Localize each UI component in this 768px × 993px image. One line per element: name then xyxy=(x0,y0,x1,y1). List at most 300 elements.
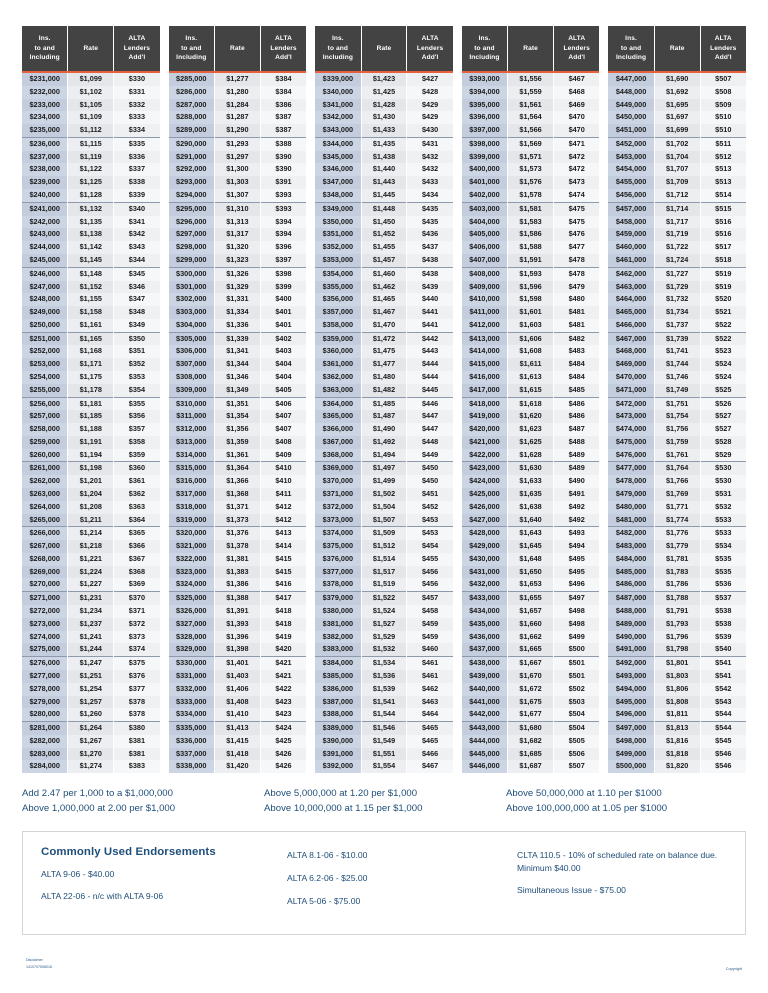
cell-alta-lenders-addl: $506 xyxy=(554,748,600,761)
cell-rate: $1,573 xyxy=(508,163,554,176)
cell-rate: $1,536 xyxy=(361,670,407,683)
table-row xyxy=(462,592,600,605)
cell-rate: $1,759 xyxy=(654,436,700,449)
cell-rate: $1,811 xyxy=(654,708,700,721)
cell-rate: $1,677 xyxy=(508,708,554,721)
cell-rate: $1,603 xyxy=(508,319,554,332)
table-row xyxy=(22,527,160,540)
cell-rate: $1,756 xyxy=(654,423,700,436)
table-row xyxy=(462,189,600,202)
cell-rate: $1,566 xyxy=(508,124,554,137)
cell-alta-lenders-addl: $348 xyxy=(114,306,160,319)
table-row xyxy=(22,592,160,605)
cell-ins-amount: $332,000 xyxy=(169,683,215,696)
table-row xyxy=(608,540,746,553)
cell-ins-amount: $299,000 xyxy=(169,254,215,267)
cell-ins-amount: $356,000 xyxy=(315,293,361,306)
cell-rate: $1,588 xyxy=(508,241,554,254)
cell-rate: $1,361 xyxy=(214,449,260,462)
cell-alta-lenders-addl: $436 xyxy=(407,228,453,241)
cell-alta-lenders-addl: $396 xyxy=(260,241,306,254)
table-row xyxy=(315,319,453,332)
cell-alta-lenders-addl: $456 xyxy=(407,578,453,591)
cell-alta-lenders-addl: $331 xyxy=(114,86,160,99)
cell-alta-lenders-addl: $467 xyxy=(407,760,453,773)
cell-ins-amount: $313,000 xyxy=(169,436,215,449)
cell-ins-amount: $464,000 xyxy=(608,293,654,306)
cell-alta-lenders-addl: $353 xyxy=(114,371,160,384)
cell-alta-lenders-addl: $538 xyxy=(700,605,746,618)
cell-ins-amount: $437,000 xyxy=(462,643,508,656)
cell-ins-amount: $364,000 xyxy=(315,397,361,410)
cell-alta-lenders-addl: $444 xyxy=(407,371,453,384)
cell-rate: $1,128 xyxy=(68,189,114,202)
cell-alta-lenders-addl: $544 xyxy=(700,722,746,735)
rate-note-line: Above 1,000,000 at 2.00 per $1,000 xyxy=(22,803,176,815)
cell-alta-lenders-addl: $415 xyxy=(260,566,306,579)
table-row xyxy=(22,748,160,761)
cell-ins-amount: $433,000 xyxy=(462,592,508,605)
cell-ins-amount: $419,000 xyxy=(462,410,508,423)
cell-rate: $1,727 xyxy=(654,267,700,280)
cell-rate: $1,576 xyxy=(508,176,554,189)
table-row xyxy=(462,86,600,99)
cell-ins-amount: $453,000 xyxy=(608,151,654,164)
cell-alta-lenders-addl: $542 xyxy=(700,683,746,696)
cell-rate: $1,564 xyxy=(508,111,554,124)
cell-alta-lenders-addl: $412 xyxy=(260,514,306,527)
table-row xyxy=(315,384,453,397)
cell-ins-amount: $282,000 xyxy=(22,735,68,748)
cell-ins-amount: $301,000 xyxy=(169,281,215,294)
cell-alta-lenders-addl: $465 xyxy=(407,722,453,735)
cell-alta-lenders-addl: $373 xyxy=(114,631,160,644)
cell-ins-amount: $243,000 xyxy=(22,228,68,241)
cell-rate: $1,398 xyxy=(214,643,260,656)
table-row xyxy=(169,137,307,150)
cell-alta-lenders-addl: $390 xyxy=(260,163,306,176)
cell-alta-lenders-addl: $458 xyxy=(407,605,453,618)
table-row xyxy=(169,267,307,280)
cell-rate: $1,371 xyxy=(214,501,260,514)
table-row xyxy=(169,254,307,267)
cell-ins-amount: $454,000 xyxy=(608,163,654,176)
cell-rate: $1,781 xyxy=(654,553,700,566)
cell-ins-amount: $361,000 xyxy=(315,358,361,371)
cell-rate: $1,702 xyxy=(654,137,700,150)
table-row xyxy=(608,281,746,294)
cell-rate: $1,448 xyxy=(361,202,407,215)
table-row xyxy=(608,189,746,202)
cell-rate: $1,284 xyxy=(214,99,260,112)
cell-ins-amount: $427,000 xyxy=(462,514,508,527)
table-row xyxy=(608,216,746,229)
cell-ins-amount: $339,000 xyxy=(315,72,361,86)
table-row xyxy=(169,708,307,721)
cell-rate: $1,393 xyxy=(214,618,260,631)
cell-alta-lenders-addl: $461 xyxy=(407,657,453,670)
cell-alta-lenders-addl: $335 xyxy=(114,137,160,150)
cell-rate: $1,373 xyxy=(214,514,260,527)
cell-rate: $1,415 xyxy=(214,735,260,748)
cell-rate: $1,722 xyxy=(654,241,700,254)
table-row xyxy=(608,631,746,644)
rate-note-line: Add 2.47 per 1,000 to a $1,000,000 xyxy=(22,788,173,800)
cell-alta-lenders-addl: $381 xyxy=(114,735,160,748)
cell-alta-lenders-addl: $432 xyxy=(407,151,453,164)
cell-ins-amount: $328,000 xyxy=(169,631,215,644)
table-row xyxy=(608,683,746,696)
cell-alta-lenders-addl: $354 xyxy=(114,384,160,397)
cell-alta-lenders-addl: $387 xyxy=(260,111,306,124)
cell-alta-lenders-addl: $535 xyxy=(700,553,746,566)
cell-ins-amount: $341,000 xyxy=(315,99,361,112)
cell-alta-lenders-addl: $439 xyxy=(407,281,453,294)
cell-ins-amount: $358,000 xyxy=(315,319,361,332)
cell-ins-amount: $404,000 xyxy=(462,216,508,229)
cell-rate: $1,615 xyxy=(508,384,554,397)
cell-alta-lenders-addl: $467 xyxy=(554,72,600,86)
table-row xyxy=(462,176,600,189)
cell-alta-lenders-addl: $422 xyxy=(260,683,306,696)
table-row xyxy=(22,371,160,384)
column-header-alta: ALTA Lenders Add'l xyxy=(554,26,600,72)
cell-alta-lenders-addl: $336 xyxy=(114,151,160,164)
cell-alta-lenders-addl: $390 xyxy=(260,151,306,164)
cell-ins-amount: $297,000 xyxy=(169,228,215,241)
cell-ins-amount: $497,000 xyxy=(608,722,654,735)
endorsement-item: ALTA 8.1-06 - $10.00 xyxy=(287,849,368,860)
cell-ins-amount: $460,000 xyxy=(608,241,654,254)
table-row xyxy=(169,241,307,254)
cell-ins-amount: $241,000 xyxy=(22,202,68,215)
cell-rate: $1,359 xyxy=(214,436,260,449)
cell-alta-lenders-addl: $432 xyxy=(407,163,453,176)
cell-ins-amount: $434,000 xyxy=(462,605,508,618)
table-row xyxy=(462,618,600,631)
cell-rate: $1,138 xyxy=(68,228,114,241)
cell-rate: $1,808 xyxy=(654,696,700,709)
cell-rate: $1,714 xyxy=(654,202,700,215)
cell-rate: $1,682 xyxy=(508,735,554,748)
cell-ins-amount: $409,000 xyxy=(462,281,508,294)
table-row xyxy=(169,566,307,579)
table-row xyxy=(608,708,746,721)
cell-alta-lenders-addl: $455 xyxy=(407,553,453,566)
table-row xyxy=(22,384,160,397)
rate-table xyxy=(315,26,453,773)
cell-ins-amount: $278,000 xyxy=(22,683,68,696)
copyright-label: Copyright xyxy=(725,967,742,971)
endorsements-column-3 xyxy=(517,846,727,918)
cell-alta-lenders-addl: $468 xyxy=(554,86,600,99)
cell-rate: $1,351 xyxy=(214,397,260,410)
cell-rate: $1,618 xyxy=(508,397,554,410)
column-header-rate: Rate xyxy=(68,26,114,72)
table-row xyxy=(462,643,600,656)
cell-ins-amount: $316,000 xyxy=(169,475,215,488)
cell-alta-lenders-addl: $518 xyxy=(700,254,746,267)
rate-table-header-row xyxy=(315,26,453,72)
table-row xyxy=(22,488,160,501)
cell-ins-amount: $461,000 xyxy=(608,254,654,267)
table-row xyxy=(315,760,453,773)
cell-alta-lenders-addl: $476 xyxy=(554,228,600,241)
cell-ins-amount: $473,000 xyxy=(608,410,654,423)
cell-rate: $1,670 xyxy=(508,670,554,683)
cell-ins-amount: $448,000 xyxy=(608,86,654,99)
table-row xyxy=(22,605,160,618)
table-row xyxy=(462,228,600,241)
table-row xyxy=(608,202,746,215)
table-row xyxy=(608,86,746,99)
cell-rate: $1,115 xyxy=(68,137,114,150)
endorsement-item: ALTA 22-06 - n/c with ALTA 9-06 xyxy=(41,890,164,901)
cell-ins-amount: $251,000 xyxy=(22,332,68,345)
cell-rate: $1,640 xyxy=(508,514,554,527)
cell-ins-amount: $432,000 xyxy=(462,578,508,591)
cell-ins-amount: $371,000 xyxy=(315,488,361,501)
table-row xyxy=(608,423,746,436)
table-row xyxy=(608,722,746,735)
table-row xyxy=(462,319,600,332)
cell-rate: $1,480 xyxy=(361,371,407,384)
cell-alta-lenders-addl: $516 xyxy=(700,228,746,241)
cell-rate: $1,546 xyxy=(361,722,407,735)
cell-alta-lenders-addl: $495 xyxy=(554,566,600,579)
cell-alta-lenders-addl: $450 xyxy=(407,462,453,475)
cell-ins-amount: $287,000 xyxy=(169,99,215,112)
table-row xyxy=(315,267,453,280)
table-row xyxy=(22,696,160,709)
rate-table-header-row xyxy=(608,26,746,72)
cell-ins-amount: $240,000 xyxy=(22,189,68,202)
cell-alta-lenders-addl: $350 xyxy=(114,332,160,345)
cell-rate: $1,410 xyxy=(214,708,260,721)
table-row xyxy=(22,189,160,202)
cell-alta-lenders-addl: $447 xyxy=(407,423,453,436)
table-row xyxy=(462,748,600,761)
cell-ins-amount: $264,000 xyxy=(22,501,68,514)
table-row xyxy=(315,657,453,670)
cell-alta-lenders-addl: $420 xyxy=(260,643,306,656)
table-row xyxy=(169,72,307,86)
cell-ins-amount: $302,000 xyxy=(169,293,215,306)
cell-alta-lenders-addl: $531 xyxy=(700,488,746,501)
table-row xyxy=(315,151,453,164)
table-row xyxy=(462,151,600,164)
table-row xyxy=(608,72,746,86)
table-row xyxy=(22,501,160,514)
cell-rate: $1,460 xyxy=(361,267,407,280)
cell-alta-lenders-addl: $424 xyxy=(260,722,306,735)
rate-note-line: Above 5,000,000 at 1.20 per $1,000 xyxy=(264,788,418,800)
cell-rate: $1,356 xyxy=(214,423,260,436)
cell-alta-lenders-addl: $345 xyxy=(114,267,160,280)
cell-rate: $1,776 xyxy=(654,527,700,540)
table-row xyxy=(315,436,453,449)
cell-ins-amount: $315,000 xyxy=(169,462,215,475)
table-row xyxy=(169,99,307,112)
cell-alta-lenders-addl: $435 xyxy=(407,216,453,229)
cell-alta-lenders-addl: $526 xyxy=(700,397,746,410)
cell-rate: $1,687 xyxy=(508,760,554,773)
cell-ins-amount: $493,000 xyxy=(608,670,654,683)
table-row xyxy=(462,124,600,137)
table-row xyxy=(608,449,746,462)
table-row xyxy=(169,281,307,294)
cell-ins-amount: $255,000 xyxy=(22,384,68,397)
table-row xyxy=(22,643,160,656)
table-row xyxy=(608,410,746,423)
disclaimer-label: Disclaimer xyxy=(26,958,43,963)
cell-ins-amount: $350,000 xyxy=(315,216,361,229)
cell-alta-lenders-addl: $388 xyxy=(260,137,306,150)
cell-ins-amount: $481,000 xyxy=(608,514,654,527)
cell-rate: $1,613 xyxy=(508,371,554,384)
cell-alta-lenders-addl: $410 xyxy=(260,475,306,488)
table-row xyxy=(608,643,746,656)
table-row xyxy=(608,397,746,410)
cell-ins-amount: $286,000 xyxy=(169,86,215,99)
cell-ins-amount: $425,000 xyxy=(462,488,508,501)
cell-rate: $1,524 xyxy=(361,605,407,618)
cell-alta-lenders-addl: $454 xyxy=(407,540,453,553)
table-row xyxy=(608,293,746,306)
cell-rate: $1,509 xyxy=(361,527,407,540)
cell-ins-amount: $281,000 xyxy=(22,722,68,735)
table-row xyxy=(462,267,600,280)
cell-alta-lenders-addl: $449 xyxy=(407,449,453,462)
table-row xyxy=(608,592,746,605)
cell-ins-amount: $499,000 xyxy=(608,748,654,761)
table-row xyxy=(462,72,600,86)
table-row xyxy=(169,475,307,488)
table-row xyxy=(22,397,160,410)
cell-alta-lenders-addl: $519 xyxy=(700,281,746,294)
cell-alta-lenders-addl: $546 xyxy=(700,760,746,773)
cell-alta-lenders-addl: $431 xyxy=(407,137,453,150)
cell-rate: $1,764 xyxy=(654,462,700,475)
cell-ins-amount: $290,000 xyxy=(169,137,215,150)
cell-rate: $1,438 xyxy=(361,151,407,164)
cell-alta-lenders-addl: $407 xyxy=(260,423,306,436)
cell-rate: $1,247 xyxy=(68,657,114,670)
cell-ins-amount: $362,000 xyxy=(315,371,361,384)
cell-ins-amount: $417,000 xyxy=(462,384,508,397)
table-row xyxy=(315,643,453,656)
cell-rate: $1,665 xyxy=(508,643,554,656)
cell-ins-amount: $338,000 xyxy=(169,760,215,773)
table-row xyxy=(22,358,160,371)
cell-alta-lenders-addl: $491 xyxy=(554,488,600,501)
table-row xyxy=(315,670,453,683)
cell-alta-lenders-addl: $534 xyxy=(700,540,746,553)
cell-rate: $1,672 xyxy=(508,683,554,696)
cell-rate: $1,349 xyxy=(214,384,260,397)
cell-rate: $1,320 xyxy=(214,241,260,254)
cell-rate: $1,391 xyxy=(214,605,260,618)
cell-rate: $1,440 xyxy=(361,163,407,176)
table-row xyxy=(462,99,600,112)
table-row xyxy=(608,319,746,332)
cell-rate: $1,737 xyxy=(654,319,700,332)
table-row xyxy=(315,748,453,761)
cell-rate: $1,099 xyxy=(68,72,114,86)
cell-ins-amount: $236,000 xyxy=(22,137,68,150)
table-row xyxy=(462,397,600,410)
cell-alta-lenders-addl: $508 xyxy=(700,86,746,99)
cell-alta-lenders-addl: $486 xyxy=(554,397,600,410)
cell-rate: $1,290 xyxy=(214,124,260,137)
cell-ins-amount: $471,000 xyxy=(608,384,654,397)
cell-rate: $1,527 xyxy=(361,618,407,631)
cell-rate: $1,494 xyxy=(361,449,407,462)
cell-alta-lenders-addl: $386 xyxy=(260,99,306,112)
cell-rate: $1,657 xyxy=(508,605,554,618)
cell-rate: $1,178 xyxy=(68,384,114,397)
cell-alta-lenders-addl: $347 xyxy=(114,293,160,306)
table-row xyxy=(315,722,453,735)
cell-alta-lenders-addl: $481 xyxy=(554,306,600,319)
cell-alta-lenders-addl: $543 xyxy=(700,696,746,709)
cell-rate: $1,388 xyxy=(214,592,260,605)
cell-alta-lenders-addl: $495 xyxy=(554,553,600,566)
table-row xyxy=(22,151,160,164)
cell-rate: $1,507 xyxy=(361,514,407,527)
cell-ins-amount: $390,000 xyxy=(315,735,361,748)
cell-ins-amount: $232,000 xyxy=(22,86,68,99)
cell-alta-lenders-addl: $492 xyxy=(554,501,600,514)
cell-rate: $1,270 xyxy=(68,748,114,761)
cell-rate: $1,497 xyxy=(361,462,407,475)
cell-ins-amount: $272,000 xyxy=(22,605,68,618)
cell-alta-lenders-addl: $375 xyxy=(114,657,160,670)
cell-rate: $1,161 xyxy=(68,319,114,332)
cell-rate: $1,331 xyxy=(214,293,260,306)
table-row xyxy=(169,397,307,410)
table-row xyxy=(608,436,746,449)
cell-ins-amount: $363,000 xyxy=(315,384,361,397)
cell-ins-amount: $235,000 xyxy=(22,124,68,137)
table-row xyxy=(315,163,453,176)
cell-ins-amount: $389,000 xyxy=(315,722,361,735)
cell-rate: $1,761 xyxy=(654,449,700,462)
rate-column-group-1 xyxy=(22,26,160,773)
cell-ins-amount: $436,000 xyxy=(462,631,508,644)
table-row xyxy=(315,527,453,540)
cell-alta-lenders-addl: $536 xyxy=(700,578,746,591)
cell-ins-amount: $475,000 xyxy=(608,436,654,449)
cell-alta-lenders-addl: $446 xyxy=(407,397,453,410)
cell-alta-lenders-addl: $435 xyxy=(407,202,453,215)
cell-rate: $1,254 xyxy=(68,683,114,696)
cell-rate: $1,201 xyxy=(68,475,114,488)
cell-ins-amount: $421,000 xyxy=(462,436,508,449)
cell-rate: $1,549 xyxy=(361,735,407,748)
cell-alta-lenders-addl: $524 xyxy=(700,371,746,384)
column-header-ins: Ins. to and Including xyxy=(608,26,654,72)
cell-ins-amount: $366,000 xyxy=(315,423,361,436)
cell-ins-amount: $325,000 xyxy=(169,592,215,605)
cell-alta-lenders-addl: $529 xyxy=(700,449,746,462)
table-row xyxy=(462,449,600,462)
cell-alta-lenders-addl: $377 xyxy=(114,683,160,696)
cell-rate: $1,208 xyxy=(68,501,114,514)
table-row xyxy=(22,578,160,591)
cell-rate: $1,653 xyxy=(508,578,554,591)
cell-rate: $1,820 xyxy=(654,760,700,773)
